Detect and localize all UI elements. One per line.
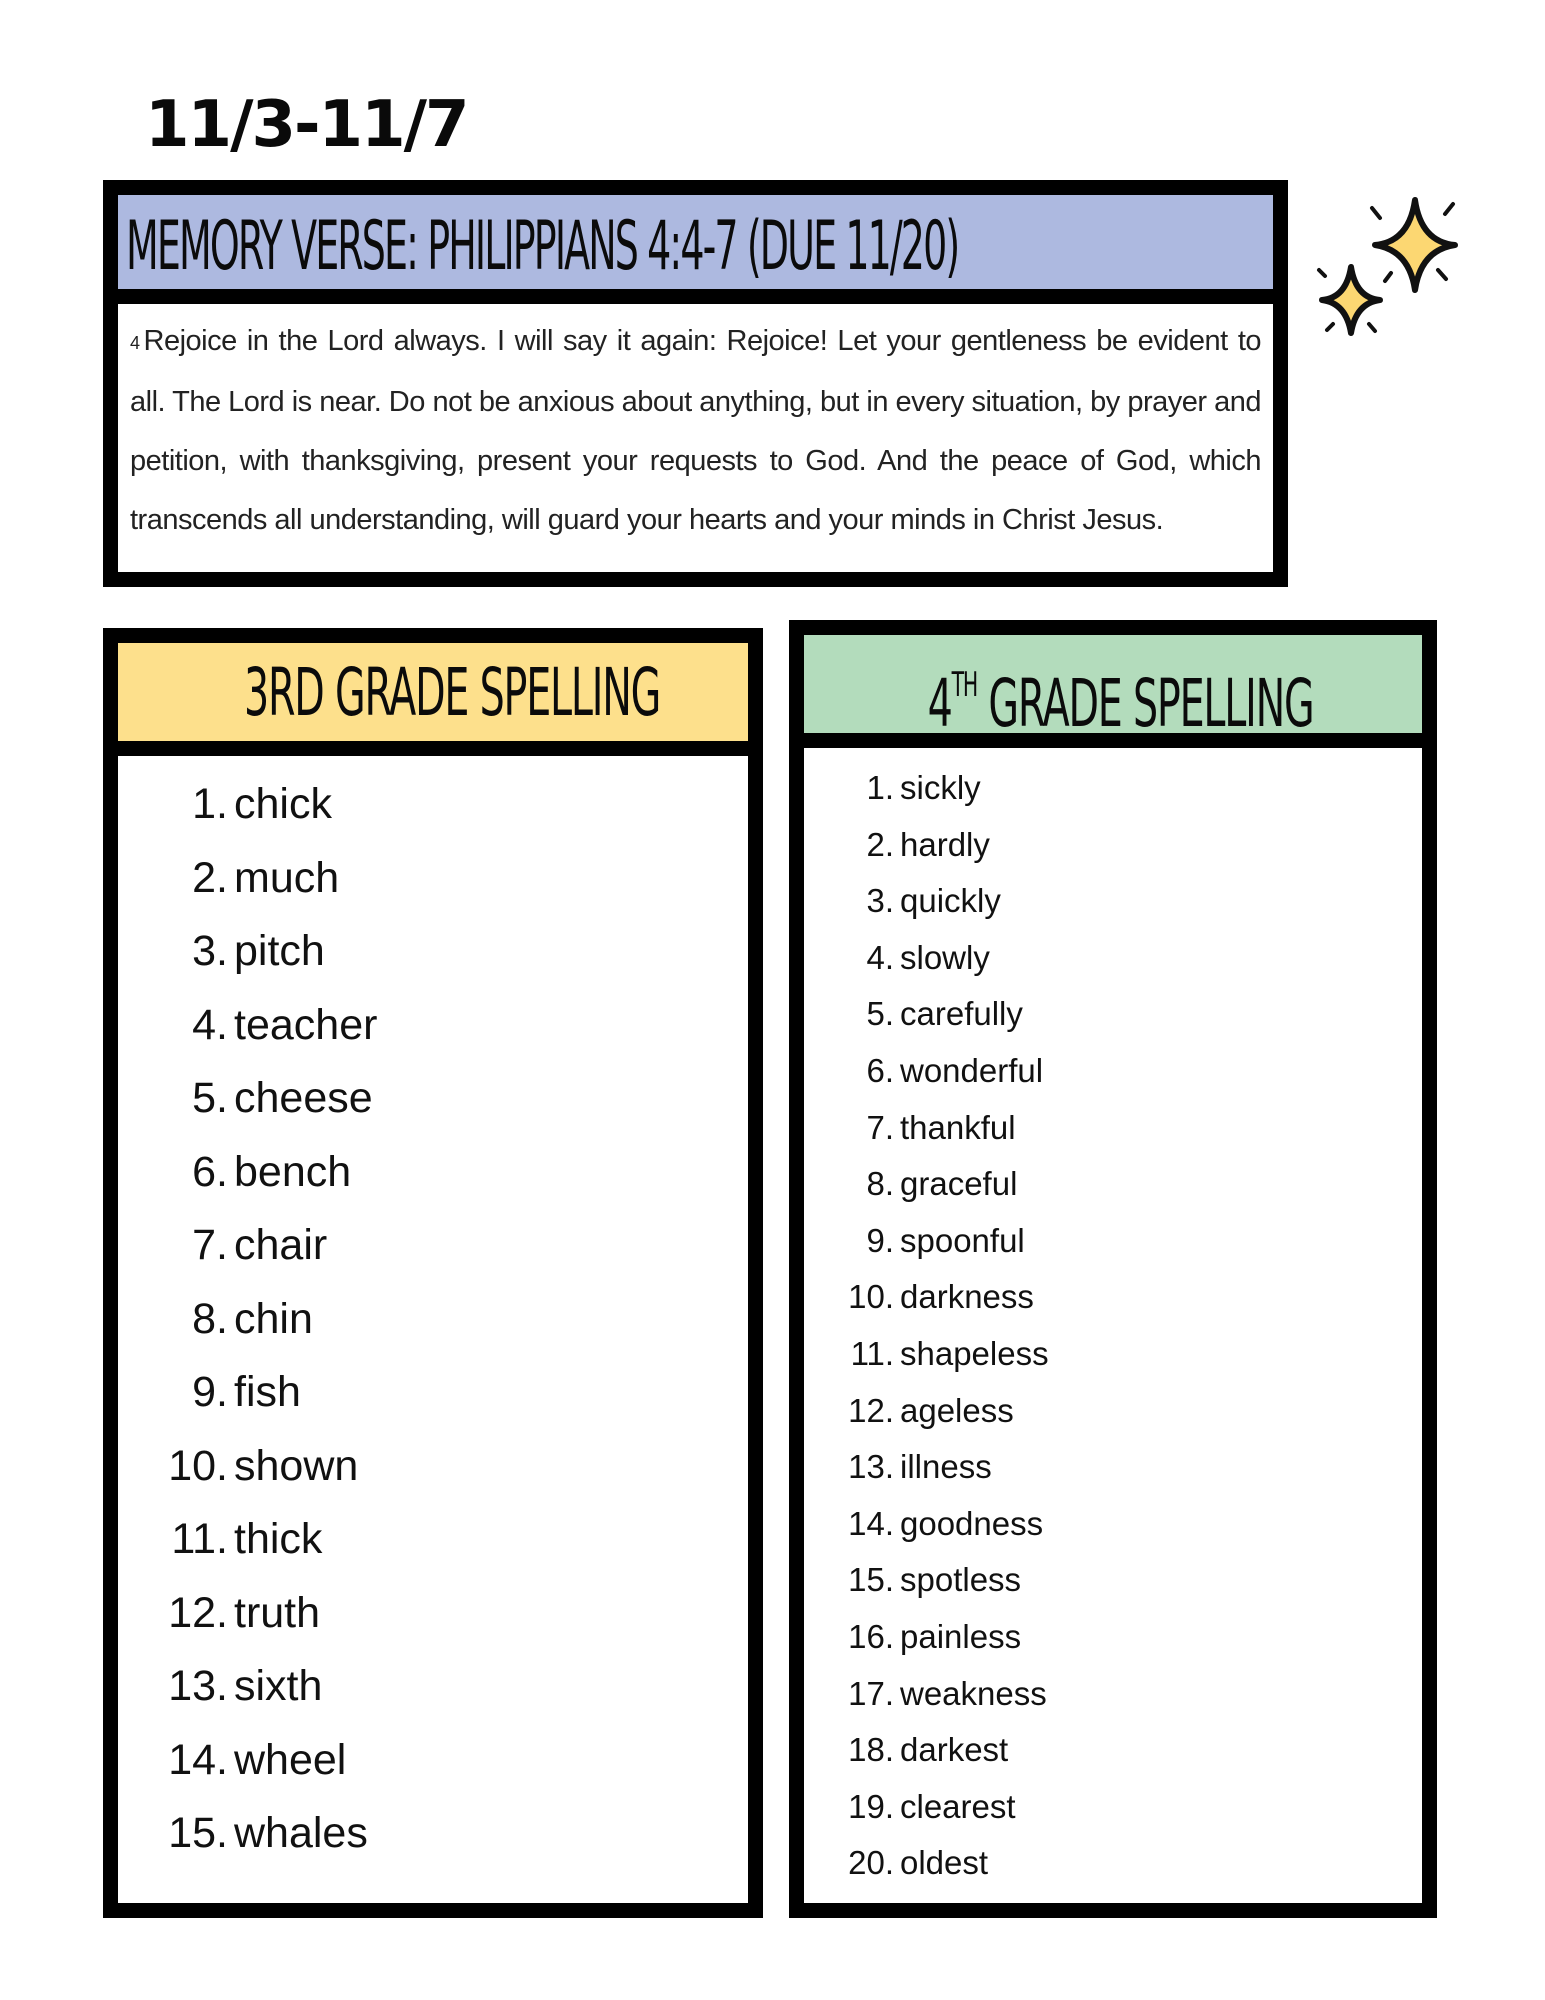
list-item-number: 14. (848, 1504, 894, 1542)
list-item-number: 15. (848, 1561, 894, 1599)
list-item (804, 1326, 1422, 1383)
spelling-word: painless (900, 1617, 1022, 1655)
spelling-word: pitch (234, 927, 325, 975)
list-item-number: 5. (192, 1074, 228, 1122)
list-item (118, 1136, 748, 1210)
grade4-title (927, 645, 1314, 744)
spelling-word: spoonful (900, 1221, 1025, 1259)
grade4-title-rest: GRADE SPELLING (988, 665, 1314, 742)
list-item (804, 1609, 1422, 1666)
spelling-word: darkest (900, 1731, 1009, 1769)
spelling-word: graceful (900, 1165, 1018, 1203)
list-item-number: 1. (192, 780, 228, 828)
list-item (118, 1356, 748, 1430)
spelling-word: weakness (900, 1674, 1047, 1712)
list-item-number: 3. (866, 882, 894, 920)
spelling-word: thick (234, 1515, 323, 1563)
list-item (118, 989, 748, 1063)
spelling-word: goodness (900, 1504, 1044, 1542)
spelling-word: wheel (234, 1735, 347, 1784)
spelling-word: whales (234, 1809, 368, 1857)
list-item-number: 7. (192, 1221, 228, 1269)
list-item-number: 14. (168, 1735, 228, 1784)
list-item (804, 986, 1422, 1043)
list-item-number: 19. (848, 1787, 894, 1825)
list-item-number: 3. (192, 927, 228, 975)
grade3-header (118, 643, 748, 756)
list-item-number: 5. (866, 995, 894, 1033)
spelling-word: quickly (900, 882, 1001, 920)
list-item (118, 1062, 748, 1136)
list-item (804, 1043, 1422, 1100)
list-item-number: 6. (866, 1051, 894, 1089)
grade3-word-list (118, 768, 748, 1871)
spelling-word: bench (234, 1147, 352, 1196)
list-item-number: 13. (848, 1448, 894, 1486)
list-item-number: 2. (192, 853, 228, 902)
list-item (804, 1156, 1422, 1213)
list-item (118, 1209, 748, 1283)
list-item-number: 10. (848, 1278, 894, 1316)
list-item (118, 768, 748, 842)
list-item (118, 1577, 748, 1651)
grade4-header (804, 635, 1422, 748)
spelling-word: spotless (900, 1561, 1022, 1599)
list-item (804, 1213, 1422, 1270)
list-item-number: 7. (866, 1108, 894, 1146)
spelling-word: truth (234, 1588, 321, 1637)
list-item (804, 1552, 1422, 1609)
list-item-number: 8. (866, 1165, 894, 1203)
list-item (804, 760, 1422, 817)
list-item-number: 12. (848, 1391, 894, 1429)
spelling-word: illness (900, 1448, 992, 1486)
list-item-number: 20. (848, 1844, 894, 1882)
list-item-number: 13. (168, 1662, 228, 1710)
list-item (804, 1666, 1422, 1723)
list-item-number: 12. (168, 1588, 228, 1637)
list-item-number: 6. (192, 1147, 228, 1196)
spelling-word: cheese (234, 1074, 373, 1122)
memory-verse-header (118, 195, 1273, 304)
grade4-word-list (804, 760, 1422, 1892)
date-range: 11/3-11/7 (145, 88, 468, 162)
list-item (804, 1835, 1422, 1892)
list-item (804, 1722, 1422, 1779)
list-item (118, 1283, 748, 1357)
spelling-word: ageless (900, 1391, 1014, 1429)
spelling-word: chick (234, 780, 332, 828)
spelling-word: carefully (900, 995, 1023, 1033)
list-item-number: 9. (866, 1221, 894, 1259)
list-item (804, 1269, 1422, 1326)
list-item (804, 1100, 1422, 1157)
memory-verse-box (103, 180, 1288, 587)
list-item (804, 1439, 1422, 1496)
spelling-word: oldest (900, 1844, 989, 1882)
list-item (804, 1383, 1422, 1440)
list-item (804, 873, 1422, 930)
grade3-spelling-box (103, 628, 763, 1918)
list-item-number: 10. (168, 1441, 228, 1490)
list-item-number: 8. (192, 1294, 228, 1343)
grade4-title-number: 4 (927, 665, 952, 742)
list-item-number: 15. (168, 1809, 228, 1857)
memory-verse-title: MEMORY VERSE: PHILIPPIANS 4:4-7 (DUE 11/20) (126, 207, 959, 286)
list-item (118, 1797, 748, 1871)
list-item-number: 18. (848, 1731, 894, 1769)
sparkle-stars-icon (1310, 190, 1470, 360)
list-item-number: 11. (850, 1334, 894, 1372)
spelling-word: much (234, 853, 340, 902)
list-item (118, 842, 748, 916)
grade4-spelling-box (789, 620, 1437, 1918)
memory-verse-text (130, 312, 1261, 550)
list-item-number: 16. (848, 1617, 894, 1655)
spelling-word: wonderful (900, 1051, 1044, 1089)
list-item (118, 1650, 748, 1724)
spelling-word: shapeless (900, 1334, 1049, 1372)
spelling-word: shown (234, 1441, 359, 1490)
list-item (804, 1496, 1422, 1553)
verse-number: 4 (130, 333, 140, 353)
spelling-word: thankful (900, 1108, 1016, 1146)
list-item-number: 17. (848, 1674, 894, 1712)
list-item (804, 817, 1422, 874)
list-item-number: 2. (866, 825, 894, 863)
spelling-word: teacher (234, 1000, 378, 1049)
verse-body: Rejoice in the Lord always. I will say it again: Rejoice! Let your gentleness be evident to all. The Lord is near. Do not be anxious about anything, but in every situation, by prayer and petition, with thanksgiving, present your requests to God. And the peace of God, which transcends all understanding, will guard your hearts and your minds in Christ Jesus. (130, 325, 1261, 536)
spelling-word: sixth (234, 1662, 323, 1710)
list-item (804, 930, 1422, 987)
list-item (118, 1503, 748, 1577)
grade4-title-suffix: TH (951, 665, 978, 705)
spelling-word: clearest (900, 1787, 1016, 1825)
spelling-word: slowly (900, 938, 990, 976)
list-item (118, 1430, 748, 1504)
list-item-number: 4. (192, 1000, 228, 1049)
list-item-number: 4. (866, 938, 894, 976)
list-item-number: 9. (192, 1368, 228, 1416)
list-item (118, 915, 748, 989)
spelling-word: fish (234, 1368, 301, 1416)
spelling-word: darkness (900, 1278, 1034, 1316)
list-item-number: 1. (866, 769, 894, 806)
list-item (804, 1779, 1422, 1836)
grade3-title: 3RD GRADE SPELLING (244, 654, 661, 731)
spelling-word: chin (234, 1294, 313, 1343)
spelling-word: chair (234, 1221, 328, 1269)
list-item-number: 11. (171, 1515, 228, 1563)
spelling-word: sickly (900, 769, 981, 806)
spelling-word: hardly (900, 825, 990, 863)
list-item (118, 1724, 748, 1798)
